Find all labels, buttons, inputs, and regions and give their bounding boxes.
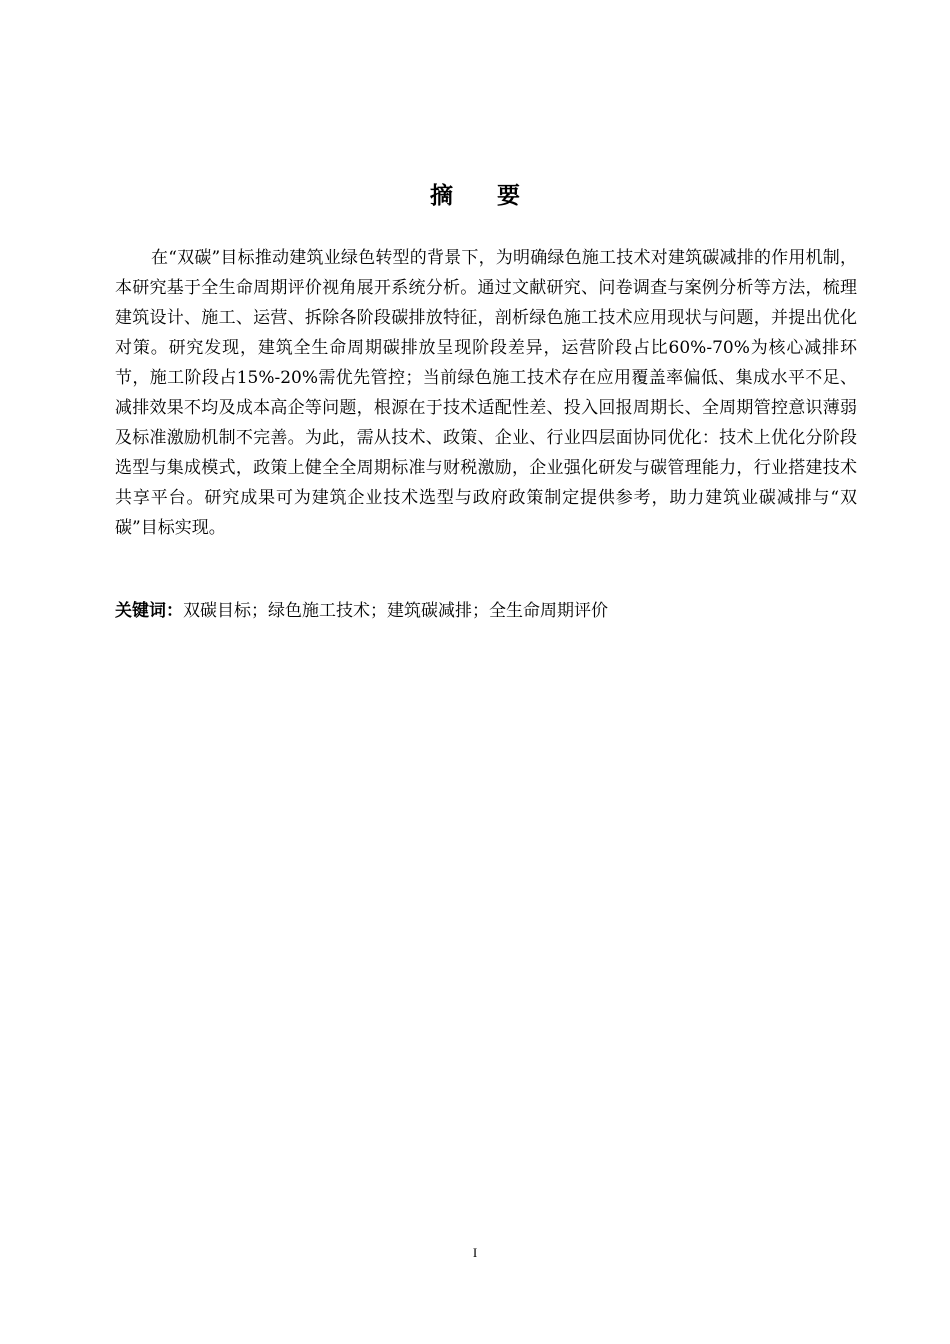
keywords-text: 双碳目标；绿色施工技术；建筑碳减排；全生命周期评价 bbox=[183, 601, 608, 621]
keywords-label: 关键词： bbox=[115, 601, 183, 621]
abstract-title: 摘 要 bbox=[429, 183, 538, 209]
keywords-line bbox=[115, 596, 857, 626]
abstract-body: 在“双碳”目标推动建筑业绿色转型的背景下，为明确绿色施工技术对建筑碳减排的作用机制，本研究基于全生命周期评价视角展开系统分析。通过文献研究、问卷调查与案例分析等方法，梳理建筑设计、施工、运营、拆除各阶段碳排放特征，剖析绿色施工技术应用现状与问题，并提出优化对策。研究发现，建筑全生命周期碳排放呈现阶段差异，运营阶段占比60%-70%为核心减排环节，施工阶段占15%-20%需优先管控；当前绿色施工技术存在应用覆盖率偏低、集成水平不足、减排效果不均及成本高企等问题，根源在于技术适配性差、投入回报周期长、全周期管控意识薄弱及标准激励机制不完善。为此，需从技术、政策、企业、行业四层面协同优化：技术上优化分阶段选型与集成模式，政策上健全全周期标准与财税激励，企业强化研发与碳管理能力，行业搭建技术共享平台。研究成果可为建筑企业技术选型与政府政策制定提供参考，助力建筑业碳减排与“双碳”目标实现。 bbox=[115, 248, 857, 538]
page-number: I bbox=[472, 1245, 478, 1260]
